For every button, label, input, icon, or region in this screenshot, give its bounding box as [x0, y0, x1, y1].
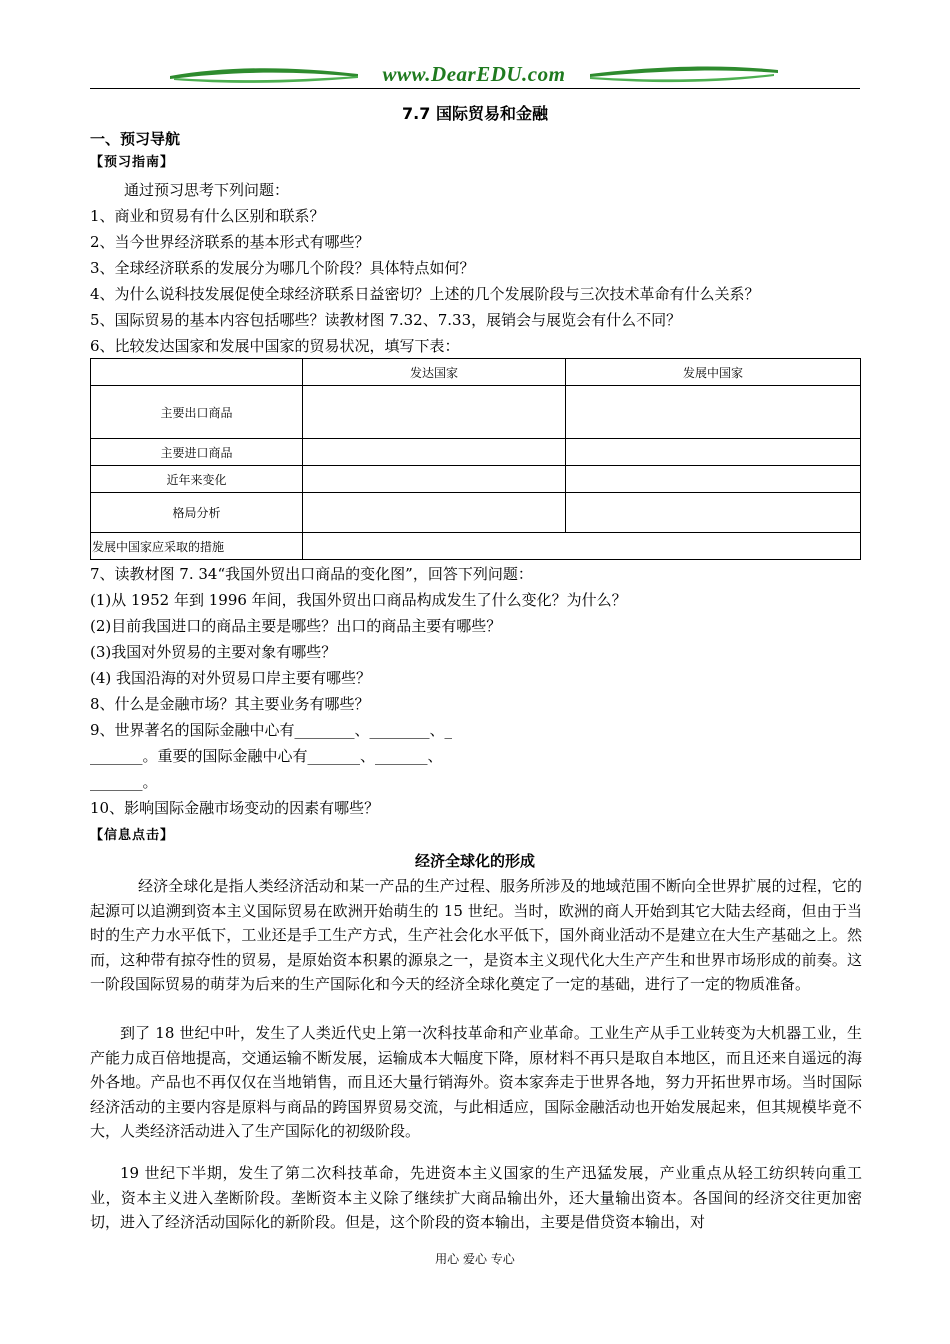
table-row — [91, 466, 861, 493]
table-cell[interactable] — [303, 439, 566, 466]
row-label: 格局分析 — [91, 493, 303, 533]
article-paragraph-2: 到了 18 世纪中叶，发生了人类近代史上第一次科技革命和产业革命。工业生产从手工业转变为大机器工业，生产能力成百倍地提高，交通运输不断发展，运输成本大幅度下降，原材料不再只是取自本地区，而且还来自遥远的海外各地。产品也不再仅仅在当地销售，而且还大量行销海外。资本家奔走于世界各地，努力开拓世界市场。当时国际经济活动的主要内容是原料与商品的跨国界贸易交流，与此相适应，国际金融活动也开始发展起来，但其规模毕竟不大，人类经济活动进入了生产国际化的初级阶段。 — [90, 1024, 862, 1140]
header-rule — [90, 88, 860, 89]
section-heading: 一、预习导航 — [90, 130, 181, 148]
table-cell[interactable] — [566, 466, 861, 493]
question-7-2: (2)目前我国进口的商品主要是哪些？出口的商品主要有哪些？ — [90, 617, 502, 635]
table-row — [91, 533, 861, 560]
info-tag: 【信息点击】 — [90, 828, 175, 843]
table-cell[interactable] — [303, 466, 566, 493]
table-row — [91, 493, 861, 533]
page-footer: 用心 爱心 专心 — [435, 1252, 515, 1266]
table-cell[interactable] — [303, 493, 566, 533]
table-header-cell: 发达国家 — [303, 359, 566, 386]
question-7-4: (4) 我国沿海的对外贸易口岸主要有哪些？ — [90, 669, 372, 687]
table-cell[interactable] — [566, 386, 861, 439]
banner-logo-text: www.DearEDU.com — [382, 62, 566, 86]
question-10: 10、影响国际金融市场变动的因素有哪些？ — [90, 799, 380, 817]
article-title: 经济全球化的形成 — [414, 852, 535, 870]
question-9-end: _______。 — [90, 773, 158, 791]
table-row — [91, 386, 861, 439]
intro-text: 通过预习思考下列问题： — [124, 181, 290, 199]
table-header-cell — [91, 359, 303, 386]
question-3: 3、全球经济联系的发展分为哪几个阶段？具体特点如何？ — [90, 259, 475, 277]
table-cell[interactable] — [303, 386, 566, 439]
question-2: 2、当今世界经济联系的基本形式有哪些？ — [90, 233, 370, 251]
site-banner — [168, 60, 780, 86]
table-cell[interactable] — [303, 533, 861, 560]
question-7: 7、读教材图 7. 34“我国外贸出口商品的变化图”，回答下列问题： — [90, 565, 533, 583]
page-title: 7.7 国际贸易和金融 — [402, 104, 548, 123]
guide-tag: 【预习指南】 — [90, 155, 175, 170]
question-9: 9、世界著名的国际金融中心有________、________、_ — [90, 721, 453, 739]
question-8: 8、什么是金融市场？其主要业务有哪些？ — [90, 695, 370, 713]
row-label: 主要出口商品 — [91, 386, 303, 439]
table-header-cell: 发展中国家 — [566, 359, 861, 386]
question-7-3: (3)我国对外贸易的主要对象有哪些？ — [90, 643, 337, 661]
comparison-table — [90, 358, 861, 560]
table-cell[interactable] — [566, 493, 861, 533]
table-row — [91, 439, 861, 466]
row-label: 近年来变化 — [91, 466, 303, 493]
article-paragraph-1: 经济全球化是指人类经济活动和某一产品的生产过程、服务所涉及的地域范围不断向全世界扩展的过程，它的起源可以追溯到资本主义国际贸易在欧洲开始萌生的 15 世纪。当时，欧洲的商人开始到其它大陆去经商，但由于当时的生产力水平低下，工业还是手工生产方式，生产社会化水平低下，国外商业活动不是建立在大生产基础之上。然而，这种带有掠夺性的贸易，是原始资本积累的源泉之一，是资本主义现代化大生产产生和世界市场形成的前奏。这一阶段国际贸易的萌芽为后来的生产国际化和今天的经济全球化奠定了一定的基础，进行了一定的物质准备。 — [90, 877, 862, 993]
article-paragraph-3: 19 世纪下半期，发生了第二次科技革命，先进资本主义国家的生产迅猛发展，产业重点从轻工纺织转向重工业，资本主义进入垄断阶段。垄断资本主义除了继续扩大商品输出外，还大量输出资本。各国间的经济交往更加密切，进入了经济活动国际化的新阶段。但是，这个阶段的资本输出，主要是借贷资本输出，对 — [90, 1164, 862, 1231]
question-5: 5、国际贸易的基本内容包括哪些？读教材图 7.32、7.33，展销会与展览会有什么不同？ — [90, 311, 682, 329]
row-label: 发展中国家应采取的措施 — [91, 533, 303, 560]
question-7-1: (1)从 1952 年到 1996 年间，我国外贸出口商品构成发生了什么变化？为什么？ — [90, 591, 627, 609]
question-1: 1、商业和贸易有什么区别和联系？ — [90, 207, 325, 225]
table-header-row — [91, 359, 861, 386]
question-6: 6、比较发达国家和发展中国家的贸易状况，填写下表： — [90, 337, 460, 355]
row-label: 主要进口商品 — [91, 439, 303, 466]
question-4: 4、为什么说科技发展促使全球经济联系日益密切？上述的几个发展阶段与三次技术革命有什么关系？ — [90, 285, 760, 303]
question-9-cont: _______。重要的国际金融中心有_______、_______、 — [90, 747, 443, 765]
table-cell[interactable] — [566, 439, 861, 466]
